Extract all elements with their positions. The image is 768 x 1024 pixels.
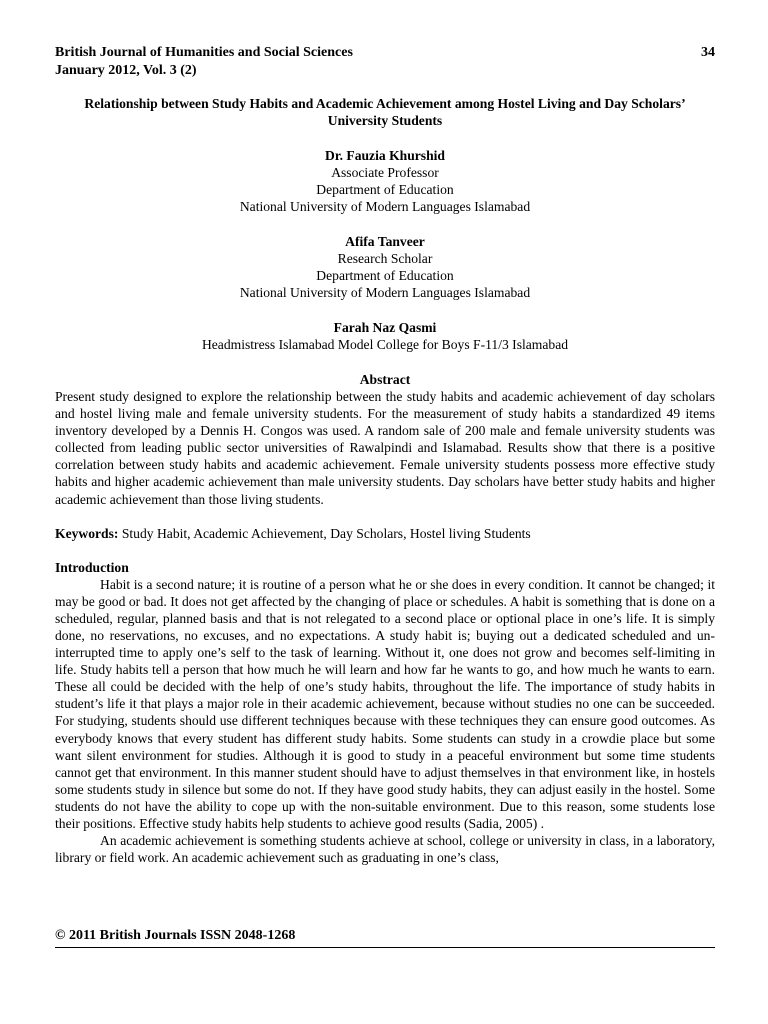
author-affiliation: Department of Education xyxy=(316,182,454,197)
body-paragraph: An academic achievement is something students achieve at school, college or university in class, in a laboratory, library or field work. An academic achievement such as graduating in one’s class, xyxy=(55,833,715,866)
introduction-heading: Introduction xyxy=(55,559,129,575)
author-affiliation: National University of Modern Languages Islamabad xyxy=(239,199,531,214)
keywords-text: Study Habit, Academic Achievement, Day Scholars, Hostel living Students xyxy=(118,525,531,541)
author-affiliation: National University of Modern Languages Islamabad xyxy=(239,285,531,300)
author-1 xyxy=(55,147,715,215)
author-3 xyxy=(55,319,715,353)
running-header xyxy=(55,44,715,62)
journal-page xyxy=(55,44,715,866)
page-number: 34 xyxy=(701,45,715,60)
body-paragraph: Habit is a second nature; it is routine of a person what he or she does in every condition. It cannot be changed; it may be good or bad. It does not get affected by the changing of place or schedules. A habit is something that is done on a scheduled, regular, planned basis and that is not relegated to a second place or optional place in one’s life. It is simply done, no reservations, no excuses, and no expectations. A study habit is; buying out a dedicated scheduled and un-interrupted time to apply one’s self to the task of learning. Without it, one does not grow and becomes self-limiting in life. Study habits tell a person that how much he will learn and how far he wants to go, and how much he wants to earn. These all could be decided with the help of one’s study habits, throughout the life. The importance of study habits in student’s life it that plays a major role in their academic achievement, because without studies no one can be succeeded. For studying, students should use different techniques because with these techniques they can ensure good outcomes. As everybody knows that every student has different study habits. Some students can study in a crowdie place but some want silent environment for studies. Although it is good to study in a peaceful environment but some time students cannot get that environment. In this manner student should have to adjust themselves in that environment like, in hostels some students study in silence but some do not. If they have good study habits, they can adjust easily in the hostel. Some students do not have the ability to cope up with the non-suitable environment. Due to this reason, some students lose their positions. Effective study habits help students to achieve good results (Sadia, 2005) . xyxy=(55,576,715,831)
author-affiliation: Research Scholar xyxy=(337,251,433,266)
author-2 xyxy=(55,233,715,301)
author-name: Dr. Fauzia Khurshid xyxy=(325,148,445,163)
paper-title: Relationship between Study Habits and Academic Achievement among Hostel Living and Day Scholars’ University Students xyxy=(84,96,686,128)
author-name: Farah Naz Qasmi xyxy=(333,320,437,335)
journal-name: British Journal of Humanities and Social Sciences xyxy=(55,45,353,60)
issue-info: January 2012, Vol. 3 (2) xyxy=(55,63,197,78)
author-affiliation: Headmistress Islamabad Model College for Boys F-11/3 Islamabad xyxy=(201,337,569,352)
author-affiliation: Associate Professor xyxy=(331,165,439,180)
keywords-label: Keywords: xyxy=(55,525,119,541)
keywords xyxy=(55,525,715,542)
abstract-text: Present study designed to explore the relationship between the study habits and academic achievement of day scholars and hostel living male and female university students. For the measurement of study habits a standardized 49 items inventory developed by a Dennis H. Congos was used. A random sale of 200 male and female university students was collected from leading public sector universities of Rawalpindi and Islamabad. Results show that there is a positive correlation between study habits and academic achievement. Female university students possess more effective study habits and higher academic achievement than male university students. Day scholars have better study habits and higher academic achievement than those living students. xyxy=(55,389,715,507)
footer-divider xyxy=(55,947,715,948)
author-name: Afifa Tanveer xyxy=(345,234,425,249)
abstract-heading: Abstract xyxy=(359,372,411,387)
page-footer xyxy=(55,927,715,948)
author-affiliation: Department of Education xyxy=(316,268,454,283)
copyright-notice: © 2011 British Journals ISSN 2048-1268 xyxy=(55,928,296,943)
